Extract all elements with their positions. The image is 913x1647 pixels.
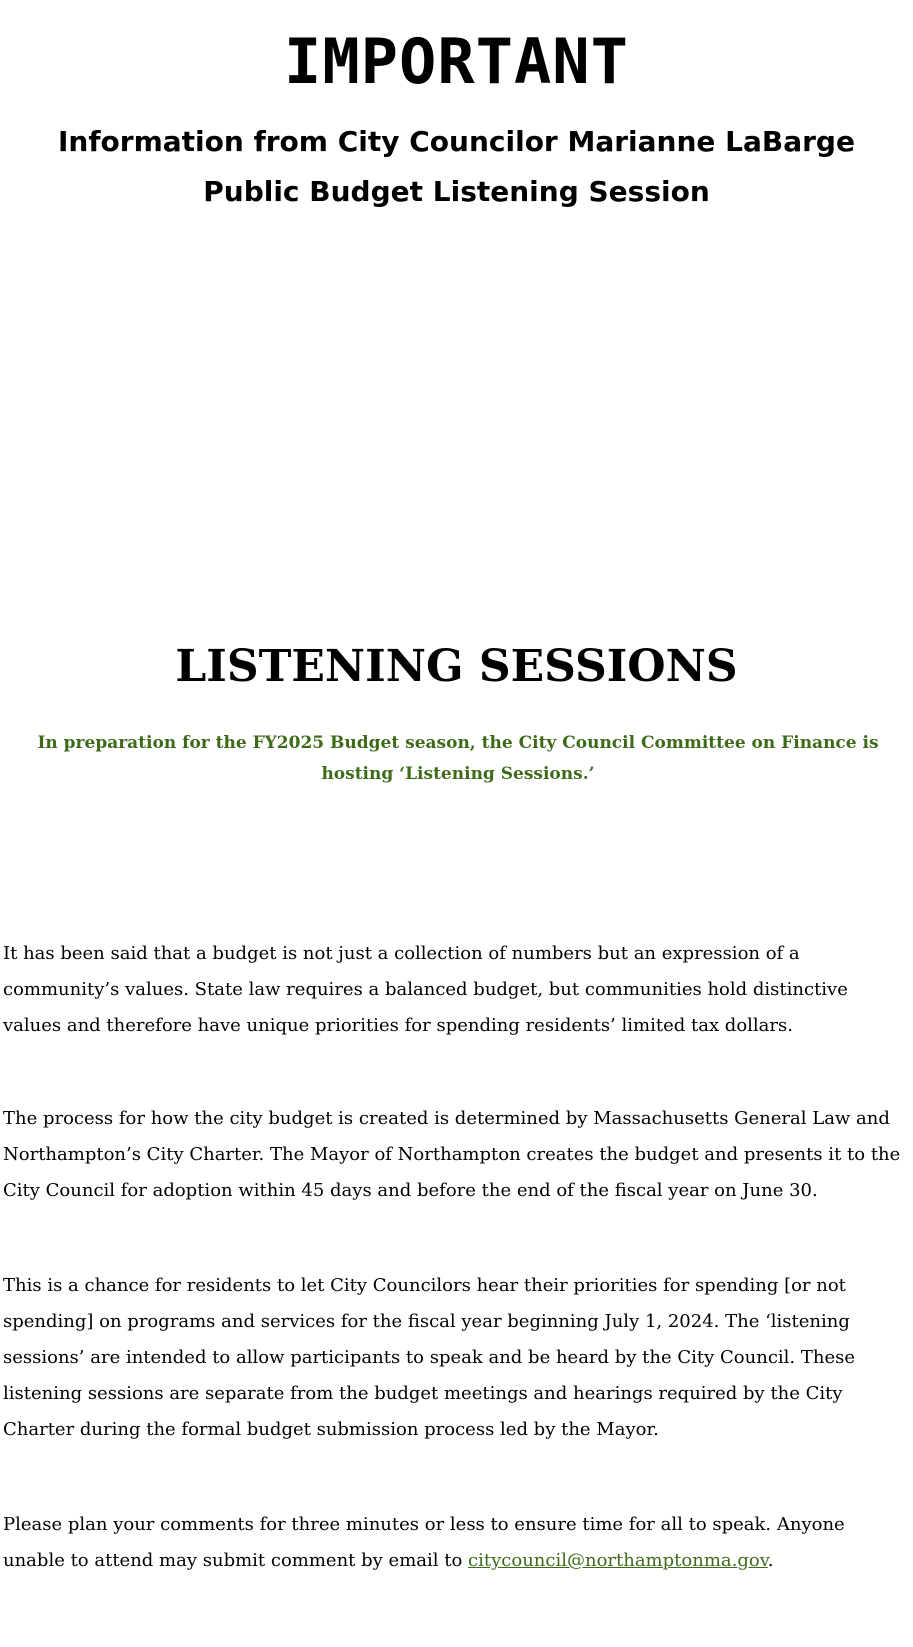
comment-instructions-text: Please plan your comments for three minutes or less to ensure time for all to speak. Anyone unable to attend may submit comment by email to: [3, 1514, 845, 1571]
important-title: IMPORTANT: [284, 25, 629, 98]
listening-sessions-heading: LISTENING SESSIONS: [175, 641, 738, 692]
councilor-info-subtitle: Information from City Councilor Marianne LaBarge: [58, 125, 855, 158]
council-email-link[interactable]: citycouncil@northamptonma.gov: [468, 1550, 768, 1571]
resident-chance-paragraph: This is a chance for residents to let City Councilors hear their priorities for spending [or not spending] on programs and services for the fiscal year beginning July 1, 2024. The ‘listening sessions’ are intended to allow participants to speak and be heard by the City Council. These listening sessions are separate from the budget meetings and hearings required by the City Charter during the formal budget submission process led by the Mayor.: [3, 1275, 856, 1440]
comment-instructions-paragraph: [3, 1507, 903, 1579]
budget-values-paragraph: It has been said that a budget is not just a collection of numbers but an expression of a community’s values. State law requires a balanced budget, but communities hold distinctive values and therefore have unique priorities for spending residents’ limited tax dollars.: [3, 943, 848, 1036]
budget-process-paragraph: The process for how the city budget is created is determined by Massachusetts General Law and Northampton’s City Charter. The Mayor of Northampton creates the budget and presents it to the City Council for adoption within 45 days and before the end of the fiscal year on June 30.: [3, 1108, 901, 1201]
comment-instructions-end: .: [767, 1550, 774, 1571]
intro-paragraph: In preparation for the FY2025 Budget season, the City Council Committee on Finance is hosting ‘Listening Sessions.’: [37, 733, 879, 784]
session-subtitle: Public Budget Listening Session: [203, 175, 710, 208]
